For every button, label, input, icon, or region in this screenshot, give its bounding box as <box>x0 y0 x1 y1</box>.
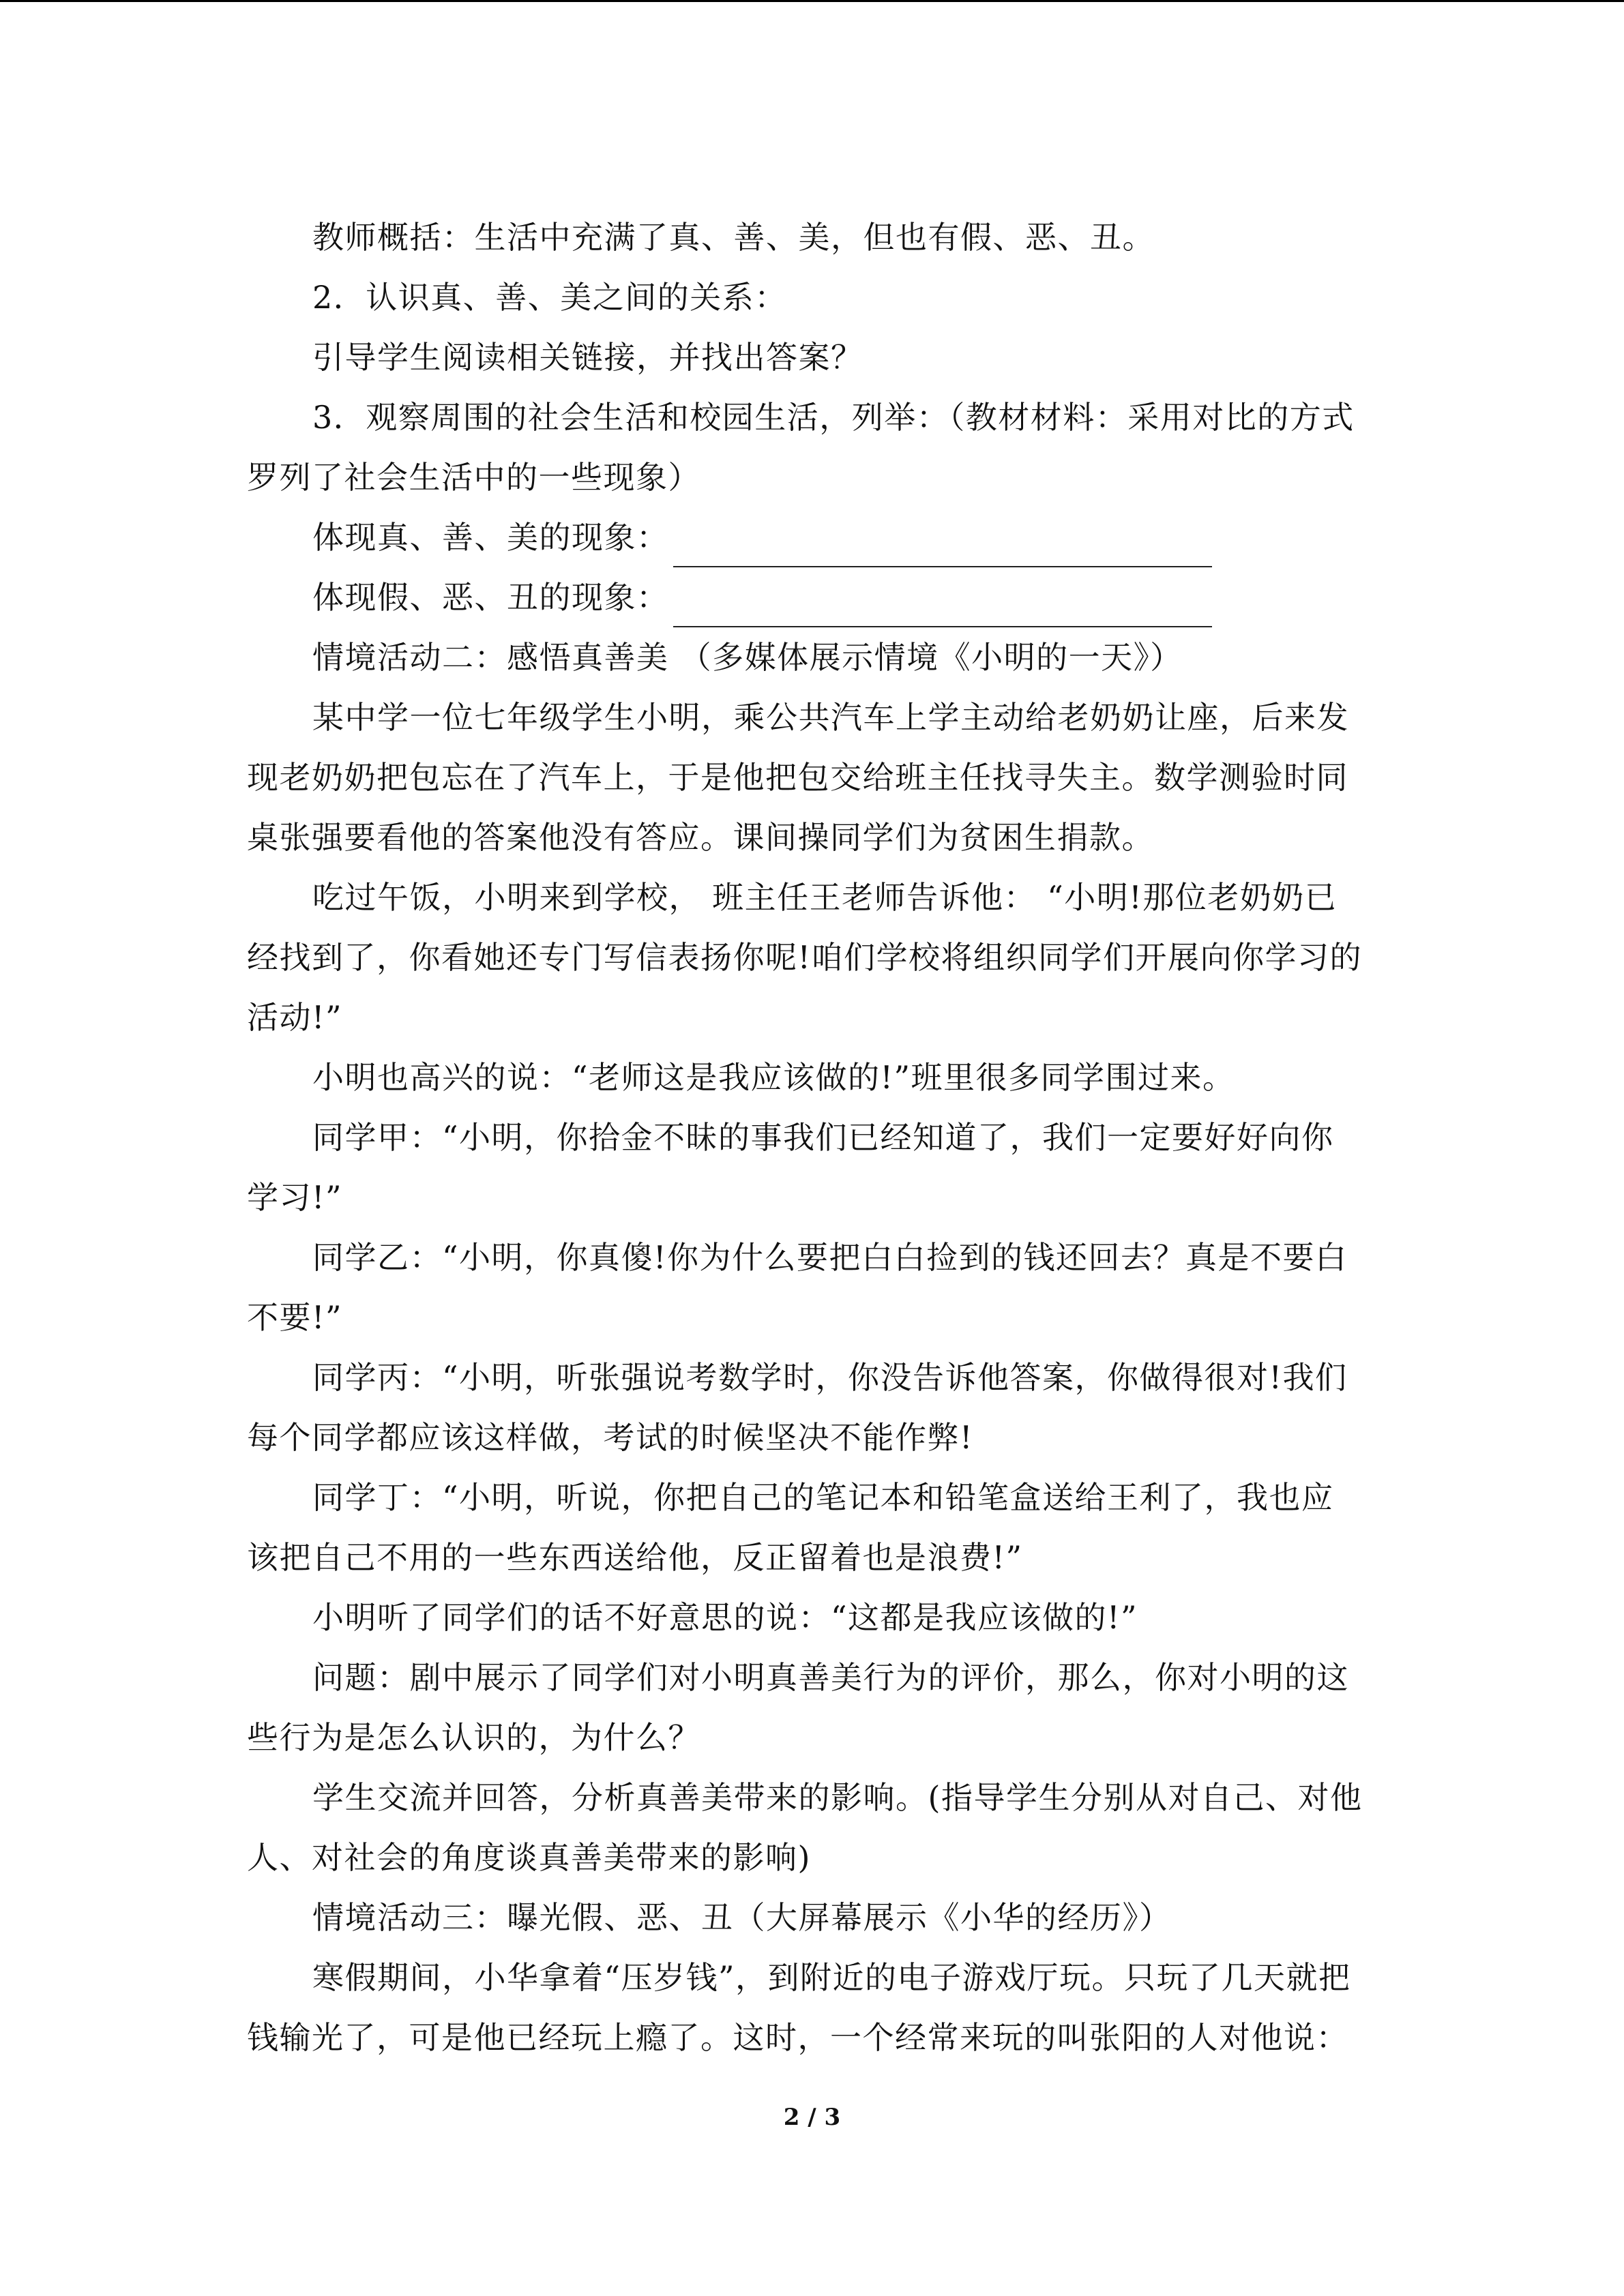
text-line: 同学丁：“小明，听说，你把自己的笔记本和铅笔盒送给王利了，我也应 <box>312 1479 1334 1516</box>
section-heading: 情境活动二：感悟真善美 （多媒体展示情境《小明的一天》） <box>312 639 1183 676</box>
text-line: 罗列了社会生活中的一些现象） <box>247 459 700 496</box>
text-line: 寒假期间，小华拿着“压岁钱”，到附近的电子游戏厅玩。只玩了几天就把 <box>312 1959 1351 1996</box>
fill-in-line <box>247 507 1379 567</box>
text-line: 2．认识真、善、美之间的关系： <box>312 279 787 316</box>
top-border <box>0 0 1624 2</box>
text-line: 同学乙：“小明，你真傻!你为什么要把白白捡到的钱还回去？真是不要白 <box>312 1239 1348 1276</box>
text-line: 学生交流并回答，分析真善美带来的影响。(指导学生分别从对自己、对他 <box>312 1779 1363 1816</box>
text-line: 不要!” <box>247 1299 343 1336</box>
text-line: 小明也高兴的说：“老师这是我应该做的!”班里很多同学围过来。 <box>312 1059 1235 1096</box>
fill-in-label: 体现假、恶、丑的现象： <box>312 579 669 616</box>
text-line: 活动!” <box>247 999 343 1036</box>
text-line: 学习!” <box>247 1179 343 1216</box>
text-line: 些行为是怎么认识的，为什么？ <box>247 1719 700 1756</box>
page-number: 2 / 3 <box>783 2104 841 2131</box>
fill-in-label: 体现真、善、美的现象： <box>312 519 669 556</box>
text-line: 引导学生阅读相关链接，并找出答案？ <box>312 339 863 376</box>
fill-in-blank[interactable] <box>673 585 1212 627</box>
text-line: 小明听了同学们的话不好意思的说：“这都是我应该做的!” <box>312 1599 1138 1636</box>
text-line: 教师概括：生活中充满了真、善、美，但也有假、恶、丑。 <box>312 219 1155 256</box>
fill-in-line <box>247 567 1379 627</box>
text-line: 该把自己不用的一些东西送给他，反正留着也是浪费!” <box>247 1539 1023 1576</box>
text-line: 同学甲：“小明，你拾金不昧的事我们已经知道了，我们一定要好好向你 <box>312 1119 1334 1156</box>
text-line: 经找到了，你看她还专门写信表扬你呢!咱们学校将组织同学们开展向你学习的 <box>247 939 1362 976</box>
text-line: 问题：剧中展示了同学们对小明真善美行为的评价，那么，你对小明的这 <box>312 1659 1349 1696</box>
text-line: 吃过午饭，小明来到学校， 班主任王老师告诉他： “小明!那位老奶奶已 <box>312 879 1338 916</box>
text-line: 同学丙：“小明，听张强说考数学时，你没告诉他答案，你做得很对!我们 <box>312 1359 1348 1396</box>
text-line: 现老奶奶把包忘在了汽车上，于是他把包交给班主任找寻失主。数学测验时同 <box>247 759 1348 796</box>
text-line: 桌张强要看他的答案他没有答应。课间操同学们为贫困生捐款。 <box>247 819 1154 856</box>
text-line: 每个同学都应该这样做，考试的时候坚决不能作弊! <box>247 1419 973 1456</box>
text-line: 人、对社会的角度谈真善美带来的影响) <box>247 1839 811 1876</box>
text-line: 某中学一位七年级学生小明，乘公共汽车上学主动给老奶奶让座，后来发 <box>312 699 1349 736</box>
text-line: 钱输光了，可是他已经玩上瘾了。这时，一个经常来玩的叫张阳的人对他说： <box>247 2019 1348 2056</box>
text-line: 3．观察周围的社会生活和校园生活，列举：（教材材料：采用对比的方式 <box>312 399 1355 436</box>
section-heading: 情境活动三：曝光假、恶、丑（大屏幕展示《小华的经历》） <box>312 1899 1172 1936</box>
document-body <box>247 207 1379 2068</box>
fill-in-blank[interactable] <box>673 525 1212 567</box>
